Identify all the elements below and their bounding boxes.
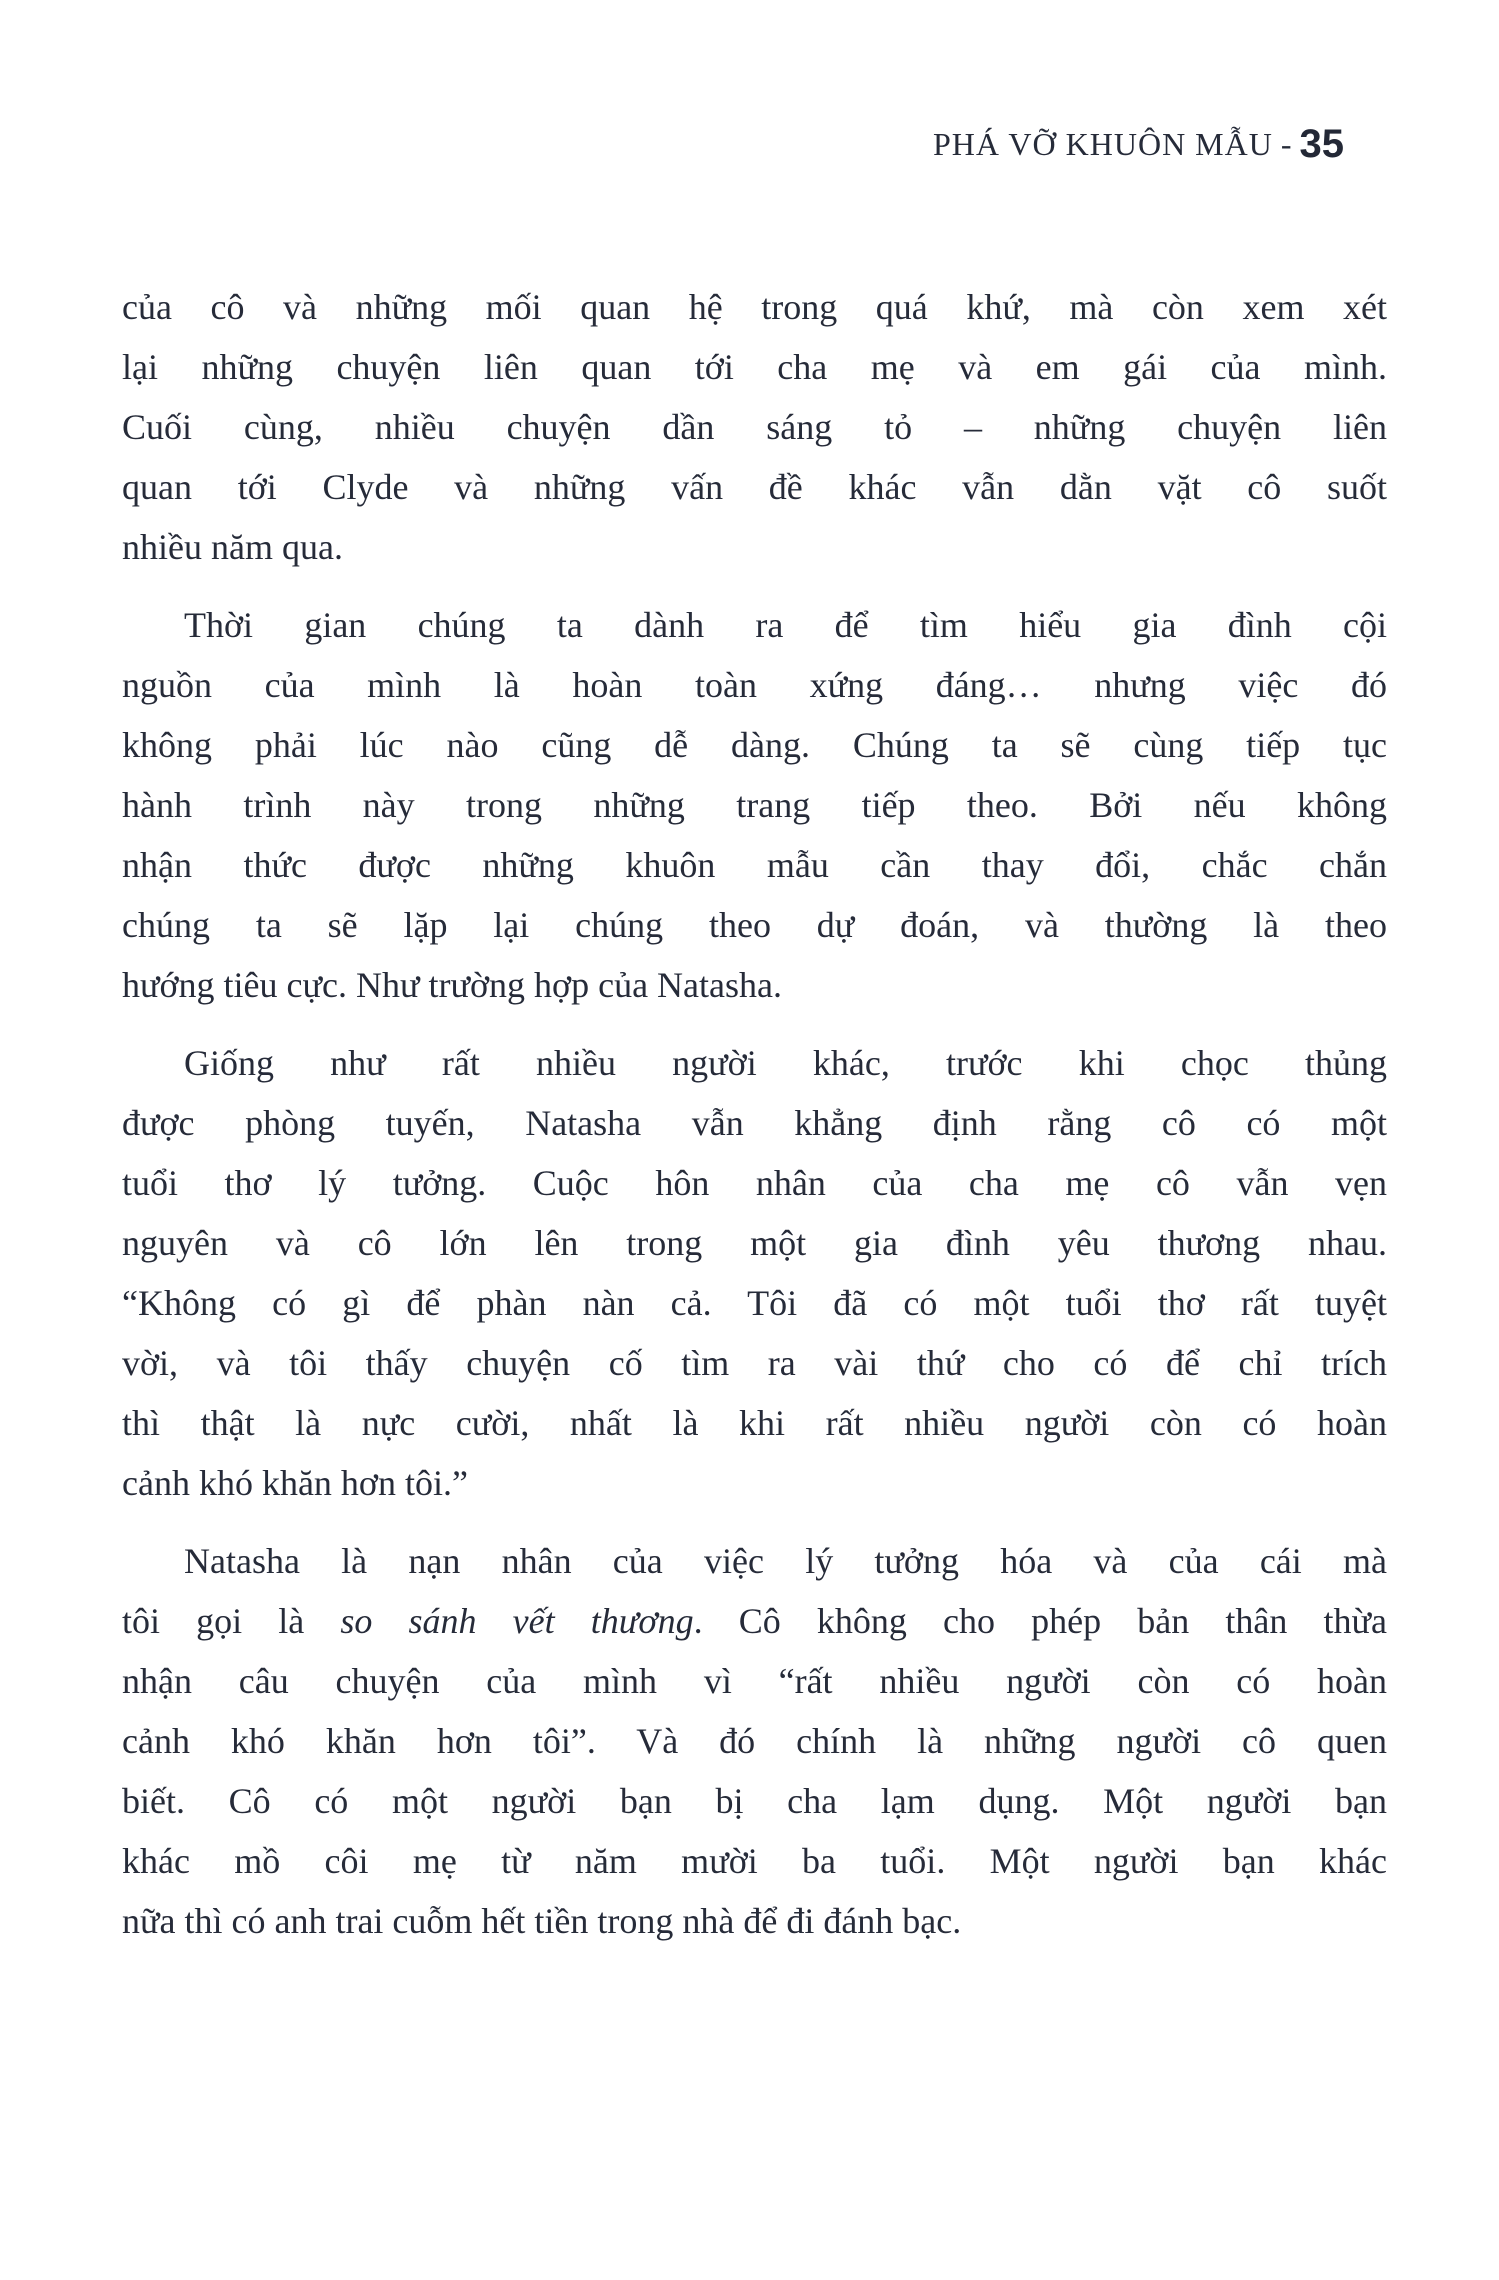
header-separator: - [1272,126,1300,162]
text-line: Natasha là nạn nhân của việc lý tưởng hóa và của cái mà [184,1541,1387,1581]
text-line: cảnh khó khăn hơn tôi.” [122,1463,468,1503]
text-line: nhận câu chuyện của mình vì “rất nhiều người còn có hoàn [122,1661,1387,1701]
text-line: quan tới Clyde và những vấn đề khác vẫn dằn vặt cô suốt [122,467,1387,507]
text-segment: . Cô không cho phép bản thân thừa [693,1601,1387,1641]
text-line: được phòng tuyến, Natasha vẫn khẳng định rằng cô có một [122,1103,1387,1143]
text-line: biết. Cô có một người bạn bị cha lạm dụng. Một người bạn [122,1781,1387,1821]
running-title: PHÁ VỠ KHUÔN MẪU [932,126,1273,162]
text-line: thì thật là nực cười, nhất là khi rất nhiều người còn có hoàn [122,1403,1387,1443]
text-line: nhận thức được những khuôn mẫu cần thay đổi, chắc chắn [122,845,1387,885]
text-segment: tôi gọi là [122,1601,341,1641]
text-line: Thời gian chúng ta dành ra để tìm hiểu gia đình cội [184,605,1387,645]
text-line: nữa thì có anh trai cuỗm hết tiền trong nhà để đi đánh bạc. [122,1901,962,1941]
text-line: “Không có gì để phàn nàn cả. Tôi đã có một tuổi thơ rất tuyệt [122,1283,1387,1323]
page-number: 35 [1299,122,1344,166]
text-line: chúng ta sẽ lặp lại chúng theo dự đoán, và thường là theo [122,905,1387,945]
page-body [122,277,1387,1951]
text-line: tuổi thơ lý tưởng. Cuộc hôn nhân của cha mẹ cô vẫn vẹn [122,1163,1387,1203]
text-line: Cuối cùng, nhiều chuyện dần sáng tỏ – những chuyện liên [122,407,1387,447]
text-line: hướng tiêu cực. Như trường hợp của Natasha. [122,965,782,1005]
text-line: của cô và những mối quan hệ trong quá khứ, mà còn xem xét [122,287,1387,327]
text-line: không phải lúc nào cũng dễ dàng. Chúng ta sẽ cùng tiếp tục [122,725,1387,765]
text-line [122,1591,1387,1651]
text-line: nguyên và cô lớn lên trong một gia đình yêu thương nhau. [122,1223,1387,1263]
text-line: Giống như rất nhiều người khác, trước khi chọc thủng [184,1043,1387,1083]
page-header [933,122,1344,167]
text-line: lại những chuyện liên quan tới cha mẹ và em gái của mình. [122,347,1387,387]
text-line: hành trình này trong những trang tiếp theo. Bởi nếu không [122,785,1387,825]
paragraph-3 [122,1033,1387,1513]
italic-term: so sánh vết thương [340,1601,694,1641]
text-line: vời, và tôi thấy chuyện cố tìm ra vài thứ cho có để chỉ trích [122,1343,1387,1383]
text-line: cảnh khó khăn hơn tôi”. Và đó chính là những người cô quen [122,1721,1387,1761]
paragraph-1 [122,277,1387,577]
text-line: nguồn của mình là hoàn toàn xứng đáng… nhưng việc đó [122,665,1387,705]
text-line: khác mồ côi mẹ từ năm mười ba tuổi. Một người bạn khác [122,1841,1387,1881]
text-line: nhiều năm qua. [122,527,343,567]
paragraph-4 [122,1531,1387,1951]
paragraph-2 [122,595,1387,1015]
